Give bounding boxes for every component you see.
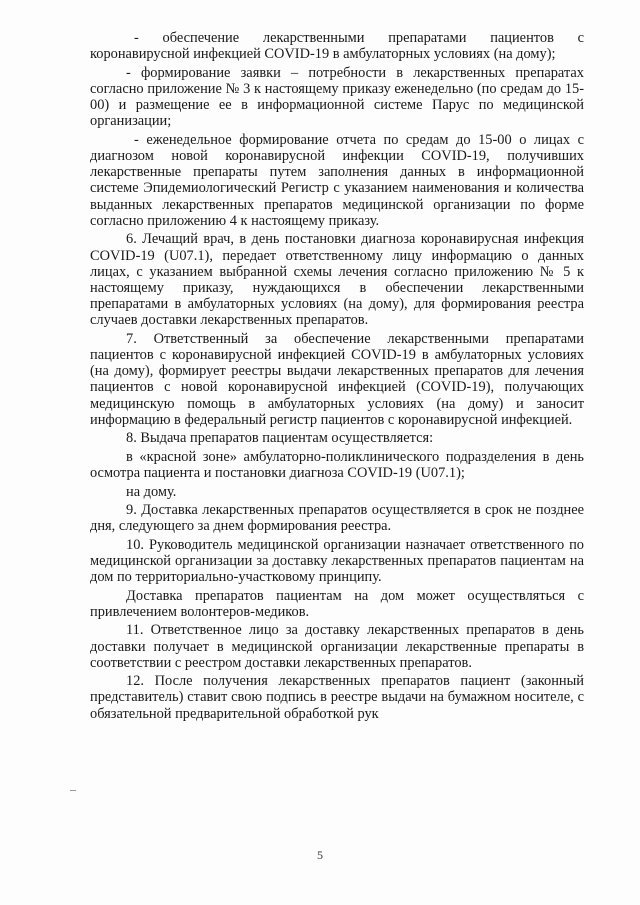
paragraph-request-formation: - формирование заявки – потребности в лекарственных препаратах согласно приложение № 3 к настоящему приказу еженедельно (по средам до 15-00) и размещение ее в информационной системе Парус по медицинской организации;: [90, 64, 584, 130]
paragraph-item-11: 11. Ответственное лицо за доставку лекарственных препаратов в день доставки получает в медицинской организации лекарственные препараты в соответствии с реестром доставки лекарственных препаратов.: [90, 622, 584, 671]
paragraph-item-6: 6. Лечащий врач, в день постановки диагноза коронавирусная инфекция COVID-19 (U07.1), передает ответственному лицу информацию о данных лицах, с указанием выбранной схемы лечения согласно приложению № 5 к настоящему приказу, нуждающихся в обеспечении лекарственными препаратами в амбулаторных условиях (на дому), для формирования реестра случаев доставки лекарственных препаратов.: [90, 231, 584, 329]
paragraph-item-10: 10. Руководитель медицинской организации назначает ответственного по медицинской организации за доставку лекарственных препаратов пациентам на дом по территориально-участковому принципу.: [90, 536, 584, 586]
paragraph-item-7: 7. Ответственный за обеспечение лекарственными препаратами пациентов с коронавирусной инфекцией COVID-19 в амбулаторных условиях (на дому), формирует реестры выдачи лекарственных препаратов для лечения пациентов с новой коронавирусной инфекцией (COVID-19), получающих медицинскую помощь в амбулаторных условиях (на дому) и заносит информацию в федеральный регистр пациентов с коронавирусной инфекцией.: [90, 330, 584, 428]
margin-mark: [70, 790, 76, 791]
paragraph-item-12: 12. После получения лекарственных препаратов пациент (законный представитель) ставит свою подпись в реестре выдачи на бумажном носителе, с обязательной предварительной обработкой рук: [90, 673, 584, 722]
paragraph-volunteers: Доставка препаратов пациентам на дом может осуществляться с привлечением волонтеров-медиков.: [90, 587, 584, 620]
paragraph-weekly-report: - еженедельное формирование отчета по средам до 15-00 о лицах с диагнозом новой коронавирусной инфекции COVID-19, получивших лекарственные препараты путем заполнения данных в информационной системе Эпидемиологический Регистр с указанием наименования и количества выданных лекарственных препаратов медицинской организации по форме согласно приложению 4 к настоящему приказу.: [90, 131, 584, 229]
page-number: 5: [317, 848, 323, 862]
paragraph-item-9: 9. Доставка лекарственных препаратов осуществляется в срок не позднее дня, следующего за днем формирования реестра.: [90, 502, 584, 535]
paragraph-red-zone: в «красной зоне» амбулаторно-поликлинического подразделения в день осмотра пациента и постановки диагноза COVID-19 (U07.1);: [90, 448, 584, 482]
paragraph-at-home: на дому.: [126, 483, 177, 500]
paragraph-medication-provision: - обеспечение лекарственными препаратами пациентов с коронавирусной инфекцией COVID-19 в амбулаторных условиях (на дому);: [90, 30, 584, 63]
document-body: [90, 30, 584, 724]
paragraph-item-8: 8. Выдача препаратов пациентам осуществляется:: [126, 430, 434, 447]
